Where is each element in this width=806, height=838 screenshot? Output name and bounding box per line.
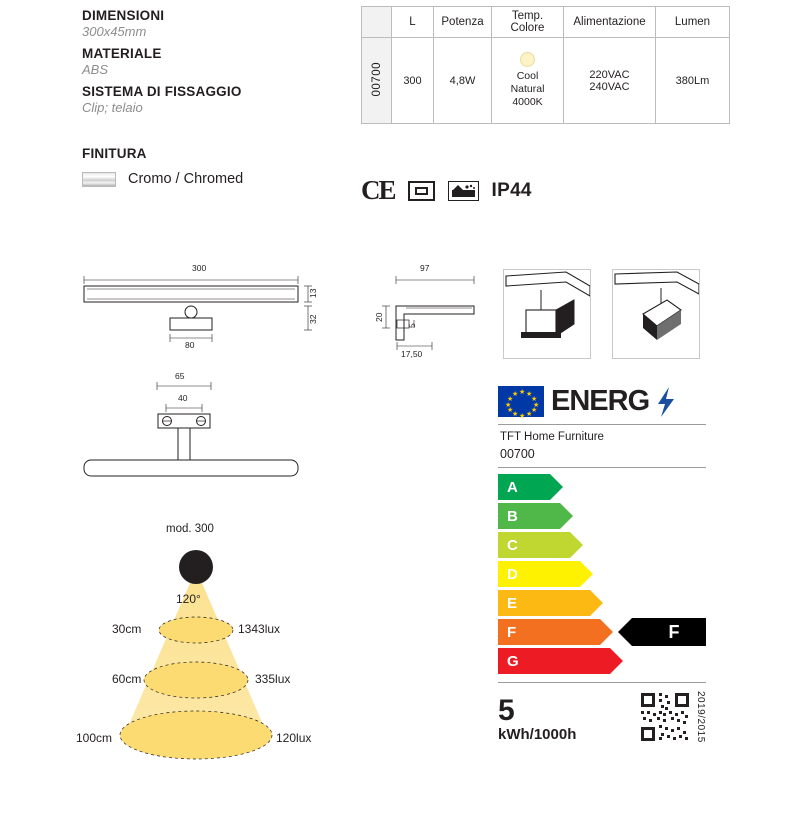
- class-II-icon: [408, 181, 435, 201]
- chrome-swatch: [82, 172, 116, 187]
- energy-class-E: E: [498, 590, 590, 616]
- energy-class-row: [498, 532, 706, 558]
- cell-power: 4,8W: [434, 38, 492, 124]
- code-value: 00700: [370, 61, 383, 97]
- energy-regulation: 2019/2015: [695, 691, 706, 743]
- beam-diagram: [60, 545, 360, 815]
- dim-side-h2: 5: [407, 323, 417, 328]
- beam-lux-1: 1343lux: [238, 622, 281, 636]
- lightning-bolt-icon: [656, 386, 676, 418]
- supply-line-2: 240VAC: [589, 80, 630, 93]
- certification-row: [361, 175, 532, 206]
- specifications-block: [82, 8, 342, 122]
- energy-class-row: [498, 561, 706, 587]
- energy-class-A: A: [498, 474, 550, 500]
- finish-block: [82, 146, 243, 187]
- th-code: [362, 7, 392, 38]
- energy-consumption: [498, 696, 576, 743]
- beam-lux-3: 120lux: [276, 731, 312, 745]
- energy-brand: TFT Home Furniture: [500, 431, 604, 443]
- model-label: mod. 300: [166, 523, 214, 535]
- dim-side-h1: 20: [374, 312, 384, 322]
- energy-class-scale: [498, 468, 706, 674]
- water-splash-icon: [448, 181, 479, 201]
- spec-value-dimensioni: 300x45mm: [82, 24, 147, 39]
- eu-flag-icon: ★ ★ ★ ★ ★ ★ ★ ★ ★ ★ ★ ★: [498, 386, 544, 417]
- finish-title: FINITURA: [82, 146, 147, 161]
- spec-title-materiale: MATERIALE: [82, 46, 162, 61]
- energy-label: [498, 385, 706, 743]
- energy-consumption-value: 5: [498, 694, 515, 727]
- mounting-illustration-2: [612, 269, 700, 359]
- spec-title-dimensioni: DIMENSIONI: [82, 8, 165, 23]
- drawing-plan-view: [70, 370, 320, 495]
- th-supply: Alimentazione: [564, 7, 656, 38]
- th-power: Potenza: [434, 7, 492, 38]
- cell-code: [362, 38, 392, 124]
- energy-class-B: B: [498, 503, 560, 529]
- ce-mark-icon: CE: [361, 175, 395, 205]
- energy-rated-class-arrow: F: [632, 618, 706, 646]
- qr-code: [639, 691, 691, 743]
- dim-plan-outer: 65: [175, 371, 185, 381]
- table-row: [362, 38, 730, 124]
- th-color-temp: Temp. Colore: [492, 7, 564, 38]
- drawing-side-view: [370, 262, 500, 367]
- spec-value-materiale: ABS: [82, 62, 109, 77]
- energy-class-C: C: [498, 532, 570, 558]
- spec-value-fissaggio: Clip; telaio: [82, 100, 143, 115]
- table-header-row: [362, 7, 730, 38]
- energy-class-G: G: [498, 648, 610, 674]
- finish-label: Cromo / Chromed: [128, 171, 244, 187]
- dim-side-depth: 97: [420, 263, 430, 273]
- energy-class-row: [498, 503, 706, 529]
- energy-class-row: [498, 590, 706, 616]
- cct-line-2: Natural: [510, 82, 545, 95]
- beam-distance-3: 100cm: [76, 731, 113, 745]
- energy-model: 00700: [500, 447, 535, 461]
- energy-class-row: [498, 648, 706, 674]
- specification-table: [361, 6, 730, 124]
- spec-title-fissaggio: SISTEMA DI FISSAGGIO: [82, 84, 242, 99]
- energy-class-row: [498, 619, 706, 645]
- mounting-illustration-1: [503, 269, 591, 359]
- dim-base-width: 80: [185, 340, 195, 350]
- cct-line-3: 4000K: [512, 96, 543, 109]
- th-lumen: Lumen: [656, 7, 730, 38]
- cell-lumen: 380Lm: [656, 38, 730, 124]
- drawing-front-view: [70, 262, 340, 367]
- energy-class-row: [498, 474, 706, 500]
- supply-line-1: 220VAC: [589, 68, 630, 81]
- dim-plan-inner: 40: [178, 393, 188, 403]
- cell-color-temp: [492, 38, 564, 124]
- energy-class-D: D: [498, 561, 580, 587]
- beam-distance-2: 60cm: [112, 672, 142, 686]
- dim-front-height: 13: [308, 288, 318, 298]
- beam-distance-1: 30cm: [112, 622, 142, 636]
- dim-front-width: 300: [192, 263, 207, 273]
- energy-label-header: [498, 385, 706, 424]
- energy-wordmark: ENERG: [551, 385, 650, 417]
- beam-lux-2: 335lux: [255, 672, 291, 686]
- dim-side-offset: 17,50: [401, 349, 423, 359]
- cct-dot-icon: [520, 52, 535, 67]
- ip-rating-label: IP44: [491, 179, 532, 201]
- cell-supply: [564, 38, 656, 124]
- energy-class-F: F: [498, 619, 600, 645]
- beam-angle-label: 120°: [176, 592, 201, 606]
- energy-footer: [498, 682, 706, 743]
- cct-line-1: Cool: [516, 69, 539, 82]
- dim-bracket-height: 32: [308, 314, 318, 324]
- energy-consumption-unit: kWh/1000h: [498, 726, 577, 743]
- cell-length: 300: [392, 38, 434, 124]
- th-length: L: [392, 7, 434, 38]
